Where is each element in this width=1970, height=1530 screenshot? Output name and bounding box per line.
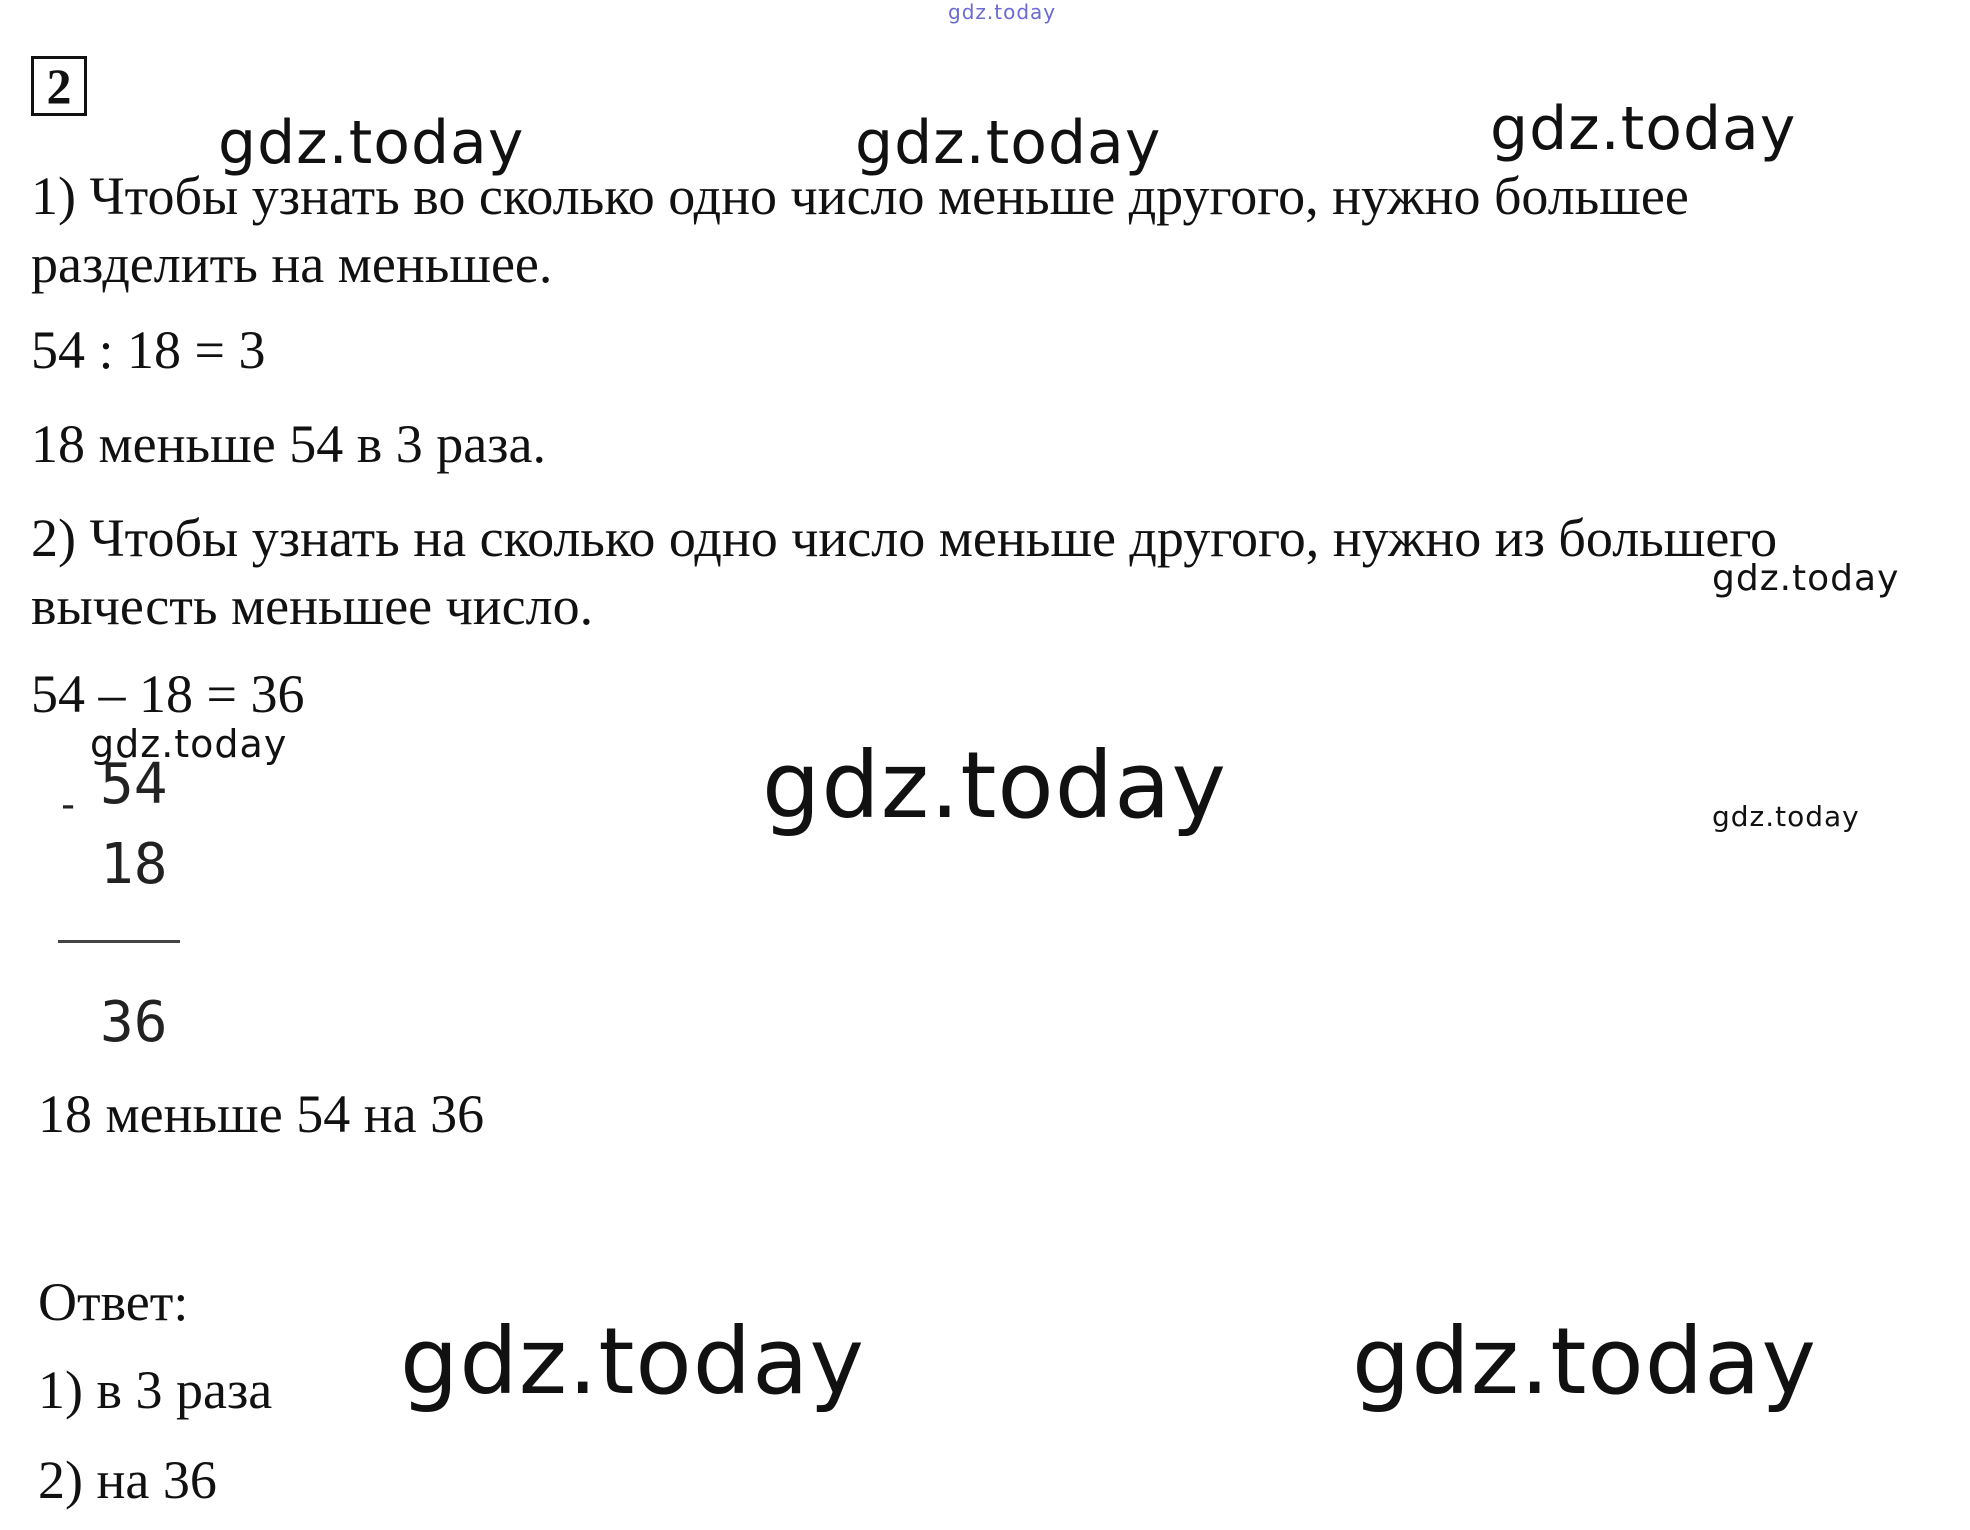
watermark-3: gdz.today bbox=[1490, 94, 1797, 164]
column-subtrahend: 18 bbox=[100, 832, 168, 897]
part1-text-line2: разделить на меньшее. bbox=[31, 234, 553, 294]
column-difference: 36 bbox=[100, 990, 168, 1055]
part2-text-line2: вычесть меньшее число. bbox=[31, 576, 594, 636]
watermark-9: gdz.today bbox=[1352, 1308, 1817, 1415]
part2-result: 18 меньше 54 на 36 bbox=[38, 1084, 485, 1144]
watermark-4: gdz.today bbox=[1712, 558, 1900, 599]
watermark-1: gdz.today bbox=[218, 108, 525, 178]
part2-text-line1: 2) Чтобы узнать на сколько одно число меньше другого, нужно из большего bbox=[31, 508, 1778, 568]
part2-equation: 54 – 18 = 36 bbox=[31, 664, 305, 724]
watermark-6: gdz.today bbox=[762, 732, 1227, 839]
watermark-5: gdz.today bbox=[90, 722, 288, 766]
column-divider-line bbox=[58, 940, 180, 943]
watermark-top: gdz.today bbox=[948, 0, 1057, 24]
task-number-box: 2 bbox=[31, 56, 87, 116]
column-minuend: 54 bbox=[100, 752, 168, 817]
part1-result: 18 меньше 54 в 3 раза. bbox=[31, 414, 546, 474]
column-minus-sign: - bbox=[56, 782, 81, 828]
part1-equation: 54 : 18 = 3 bbox=[31, 320, 266, 380]
watermark-2: gdz.today bbox=[855, 108, 1162, 178]
answer-label: Ответ: bbox=[38, 1272, 189, 1332]
answer-item-1: 1) в 3 раза bbox=[38, 1360, 273, 1420]
watermark-8: gdz.today bbox=[400, 1308, 865, 1415]
watermark-7: gdz.today bbox=[1712, 800, 1860, 833]
answer-item-2: 2) на 36 bbox=[38, 1450, 217, 1510]
part1-text-line1: 1) Чтобы узнать во сколько одно число меньше другого, нужно большее bbox=[31, 166, 1689, 226]
